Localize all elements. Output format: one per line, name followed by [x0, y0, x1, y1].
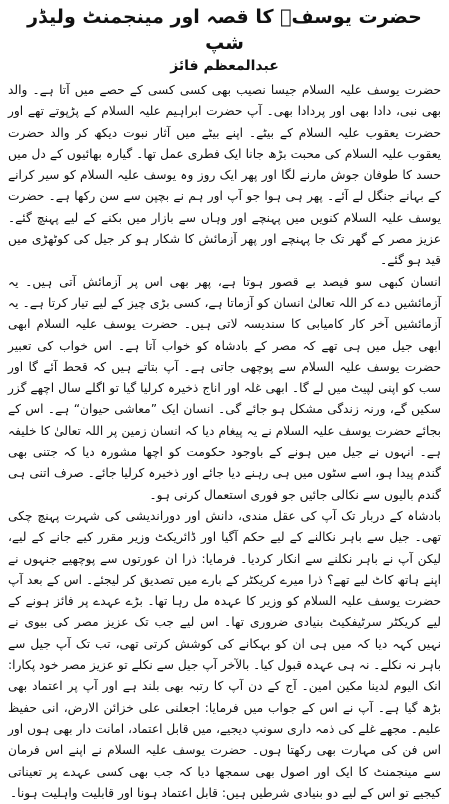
- article-paragraph-3: بادشاہ کے دربار تک آپ کی عقل مندی، دانش اور دوراندیشی کی شہرت پہنچ چکی تھی۔ جیل سے باہر نکالنے کے لیے حکم آگیا اور ڈائریکٹ وزیر مقرر کیے جانے کے لیے، لیکن آپ نے باہر نکلنے سے انکار کردیا۔ فرمایا: ذرا ان عورتوں سے پوچھیے جنہوں نے اپنے ہاتھ کاٹ لیے تھے؟ ذرا میرے کریکٹر کے بارے میں تصدیق کر لیجئے۔ اس کے بعد آپ حضرت یوسف علیہ السلام کو وزیر کا عہدہ مل رہا تھا۔ بڑے عہدے پر فائز ہونے کے لیے کریکٹر سرٹیفکیٹ بنیادی ضروری تھا۔ اس لیے جب تک عزیز مصر کی بیوی نے نہیں کہہ دیا کہ میں ہی ان کو بہکانے کی کوشش کرتی تھی، تب تک آپ جیل سے باہر نہ نکلے۔ نہ ہی عہدہ قبول کیا۔ بالآخر آپ جیل سے نکلے تو عزیز مصر خود پکارا: انک الیوم لدینا مکین امین۔ آج کے دن آپ کا رتبہ بھی بلند ہے اور آپ پر اعتماد بھی بڑھ گیا ہے۔ آپ نے اس کے جواب میں فرمایا: اجعلنی علی خزائن الارض، انی حفیظ علیم۔ مجھے غلے کی ذمہ داری سونپ دیجیے، میں قابل اعتماد، امانت دار بھی ہوں اور اس فن کی مہارت بھی رکھتا ہوں۔ حضرت یوسف علیہ السلام نے اپنے اس فرمان سے مینجمنٹ کا ایک اور اصول بھی سمجھا دیا کہ جب بھی کسی عہدے پر تعیناتی کیجیے تو اس کے لیے دو بنیادی شرطیں ہیں: قابل اعتماد ہونا اور قابلیت واہلیت ہونا۔: [8, 508, 441, 800]
- article-author: عبدالمعظم فائز: [170, 58, 279, 74]
- article-paragraph-1: حضرت یوسف علیہ السلام جیسا نصیب بھی کسی کسی کے حصے میں آتا ہے۔ والد بھی نبی، دادا بھی اور پردادا بھی۔ آپ حضرت ابراہیم علیہ السلام کے پڑپوتے تھے اور حضرت یعقوب علیہ السلام کے بیٹے۔ اپنے بیٹے میں آثار نبوت دیکھ کر والد حضرت یعقوب علیہ السلام کی محبت بڑھ جانا ایک فطری عمل تھا۔ گیارہ بھائیوں کے دل میں حسد کا طوفان جوش مارنے لگا اور پھر ایک روز وہ یوسف علیہ السلام کو سیر کرانے کے بہانے جنگل لے آئے۔ پھر ہی ہوا جو آپ اور ہم نے بچپن سے سن رکھا ہے۔ حضرت یوسف علیہ السلام کنویں میں پہنچے اور وہاں سے بازار میں بکنے کے لیے پہنچ گئے۔ عزیز مصر کے گھر تک جا پہنچے اور پھر آزمائش کا شکار ہو کر جیل کی کوٹھڑی میں قید ہو گئے۔: [8, 83, 441, 268]
- article-title: حضرت یوسفؑ کا قصہ اور مینجمنٹ ولیڈر شپ: [27, 6, 422, 54]
- article-paragraph-2: انسان کبھی سو فیصد بے قصور ہوتا ہے، پھر بھی اس پر آزمائش آتی ہیں۔ یہ آزمائشیں دے کر اللہ تعالیٰ انسان کو آزماتا ہے، کسی بڑی چیز کے لیے تیار کرتا ہے۔ یہ آزمائشیں آخر کار کامیابی کا سندیسہ لاتی ہیں۔ حضرت یوسف علیہ السلام ابھی ابھی جیل میں ہی تھے کہ مصر کے بادشاہ کو خواب آتا ہے۔ اس خواب کی تعبیر حضرت یوسف علیہ السلام سے پوچھی جاتی ہے۔ آپ بتاتے ہیں کہ قحط آئے گا اور سب کو اپنی لپیٹ میں لے گا۔ ابھی غلہ اور اناج ذخیرہ کرلیا گیا تو اگلے سال اچھے گزر سکیں گے، ورنہ زندگی مشکل ہو جائے گی۔ انسان ایک ”معاشی حیوان“ ہے۔ اس کے بجائے حضرت یوسف علیہ السلام نے یہ پیغام دیا کہ انسان زمین پر اللہ تعالیٰ کا خلیفہ ہے۔ انہوں نے جیل میں ہونے کے باوجود حکومت کو اچھا مشورہ دیا کہ جتنی بھی گندم پیدا ہو، اسے سٹوں میں ہی رہنے دیا جائے اور ذخیرہ کرلیا جائے۔ صرف اتنی ہی گندم بالیوں سے نکالی جائیں جو فوری استعمال کرنی ہو۔: [8, 274, 441, 502]
